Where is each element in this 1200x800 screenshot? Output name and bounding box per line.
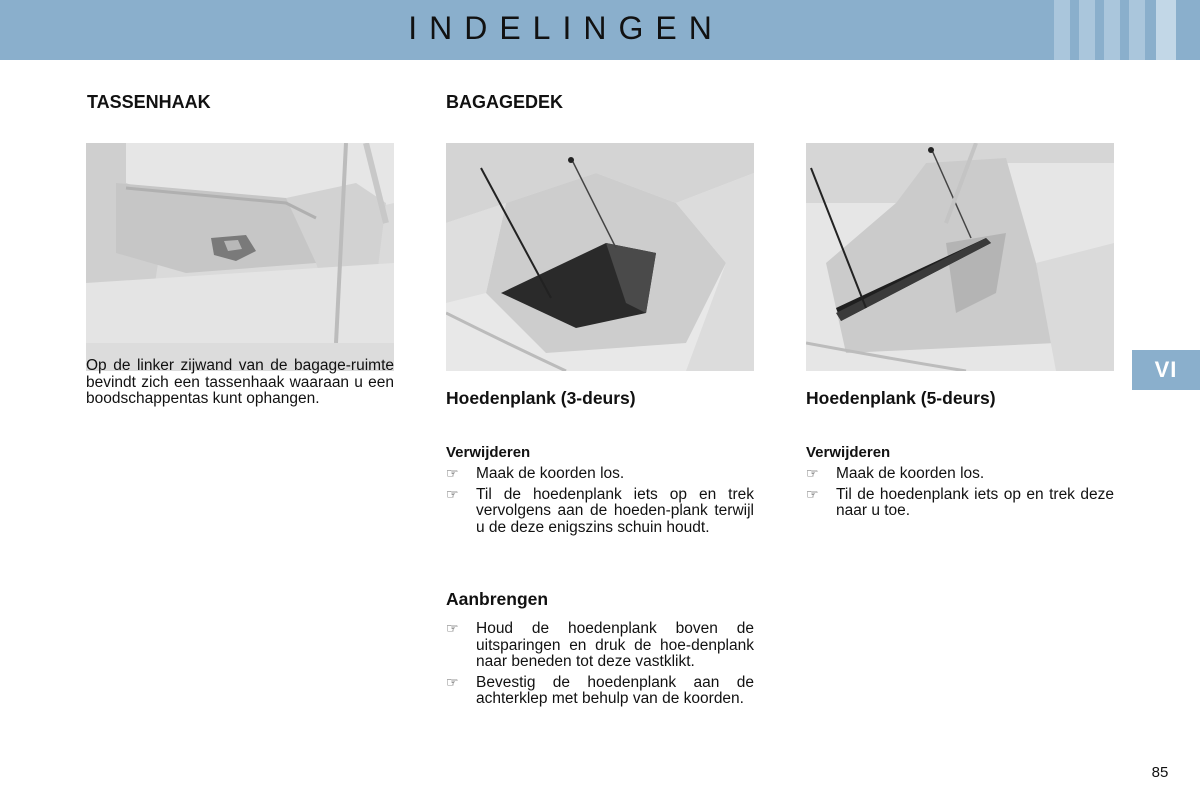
subtitle-5door: Hoedenplank (5-deurs) bbox=[806, 388, 996, 408]
pointing-hand-icon: ☞ bbox=[446, 674, 459, 691]
header-stripe bbox=[1054, 0, 1070, 60]
page-number: 85 bbox=[1151, 764, 1169, 781]
install-heading: Aanbrengen bbox=[446, 589, 549, 609]
header-stripe bbox=[1156, 0, 1176, 60]
bag-hook-photo bbox=[86, 143, 394, 371]
parcel-shelf-5door-photo bbox=[806, 143, 1114, 371]
pointing-hand-icon: ☞ bbox=[806, 486, 819, 503]
page-title: INDELINGEN bbox=[408, 10, 724, 46]
list-item: ☞ Maak de koorden los. bbox=[806, 465, 985, 482]
pointing-hand-icon: ☞ bbox=[806, 466, 819, 482]
list-item: ☞ Til de hoedenplank iets op en trek deze naar u toe. bbox=[806, 485, 1114, 519]
list-item: ☞ Maak de koorden los. bbox=[446, 465, 625, 482]
pointing-hand-icon: ☞ bbox=[446, 466, 459, 482]
pointing-hand-icon: ☞ bbox=[446, 621, 459, 637]
remove-steps-5door bbox=[806, 466, 1114, 524]
chapter-tab: VI bbox=[1132, 350, 1200, 390]
header-stripe bbox=[1129, 0, 1145, 60]
pointing-hand-icon: ☞ bbox=[446, 486, 459, 503]
remove-heading-3door: Verwijderen bbox=[446, 444, 531, 461]
header-band bbox=[0, 0, 1200, 60]
install-steps bbox=[446, 621, 754, 712]
list-item: ☞ Bevestig de hoedenplank aan de achterklep met behulp van de koorden. bbox=[446, 673, 754, 707]
remove-steps-3door bbox=[446, 466, 754, 540]
subtitle-3door: Hoedenplank (3-deurs) bbox=[446, 388, 636, 408]
remove-heading-5door: Verwijderen bbox=[806, 444, 891, 461]
bag-hook-description: Op de linker zijwand van de bagage-ruimte bevindt zich een tassenhaak waaraan u een boodschappentas kunt ophangen. bbox=[86, 357, 394, 407]
header-stripe bbox=[1079, 0, 1095, 60]
parcel-shelf-3door-photo bbox=[446, 143, 754, 371]
section-title-bagagedek: BAGAGEDEK bbox=[446, 92, 564, 112]
list-item: ☞ Houd de hoedenplank boven de uitsparingen en druk de hoe-denplank naar beneden tot deze vastklikt. bbox=[446, 620, 754, 670]
section-title-tassenhaak: TASSENHAAK bbox=[87, 92, 211, 112]
list-item: ☞ Til de hoedenplank iets op en trek vervolgens aan de hoeden-plank terwijl u de deze enigszins schuin houdt. bbox=[446, 485, 754, 536]
header-stripe bbox=[1104, 0, 1120, 60]
